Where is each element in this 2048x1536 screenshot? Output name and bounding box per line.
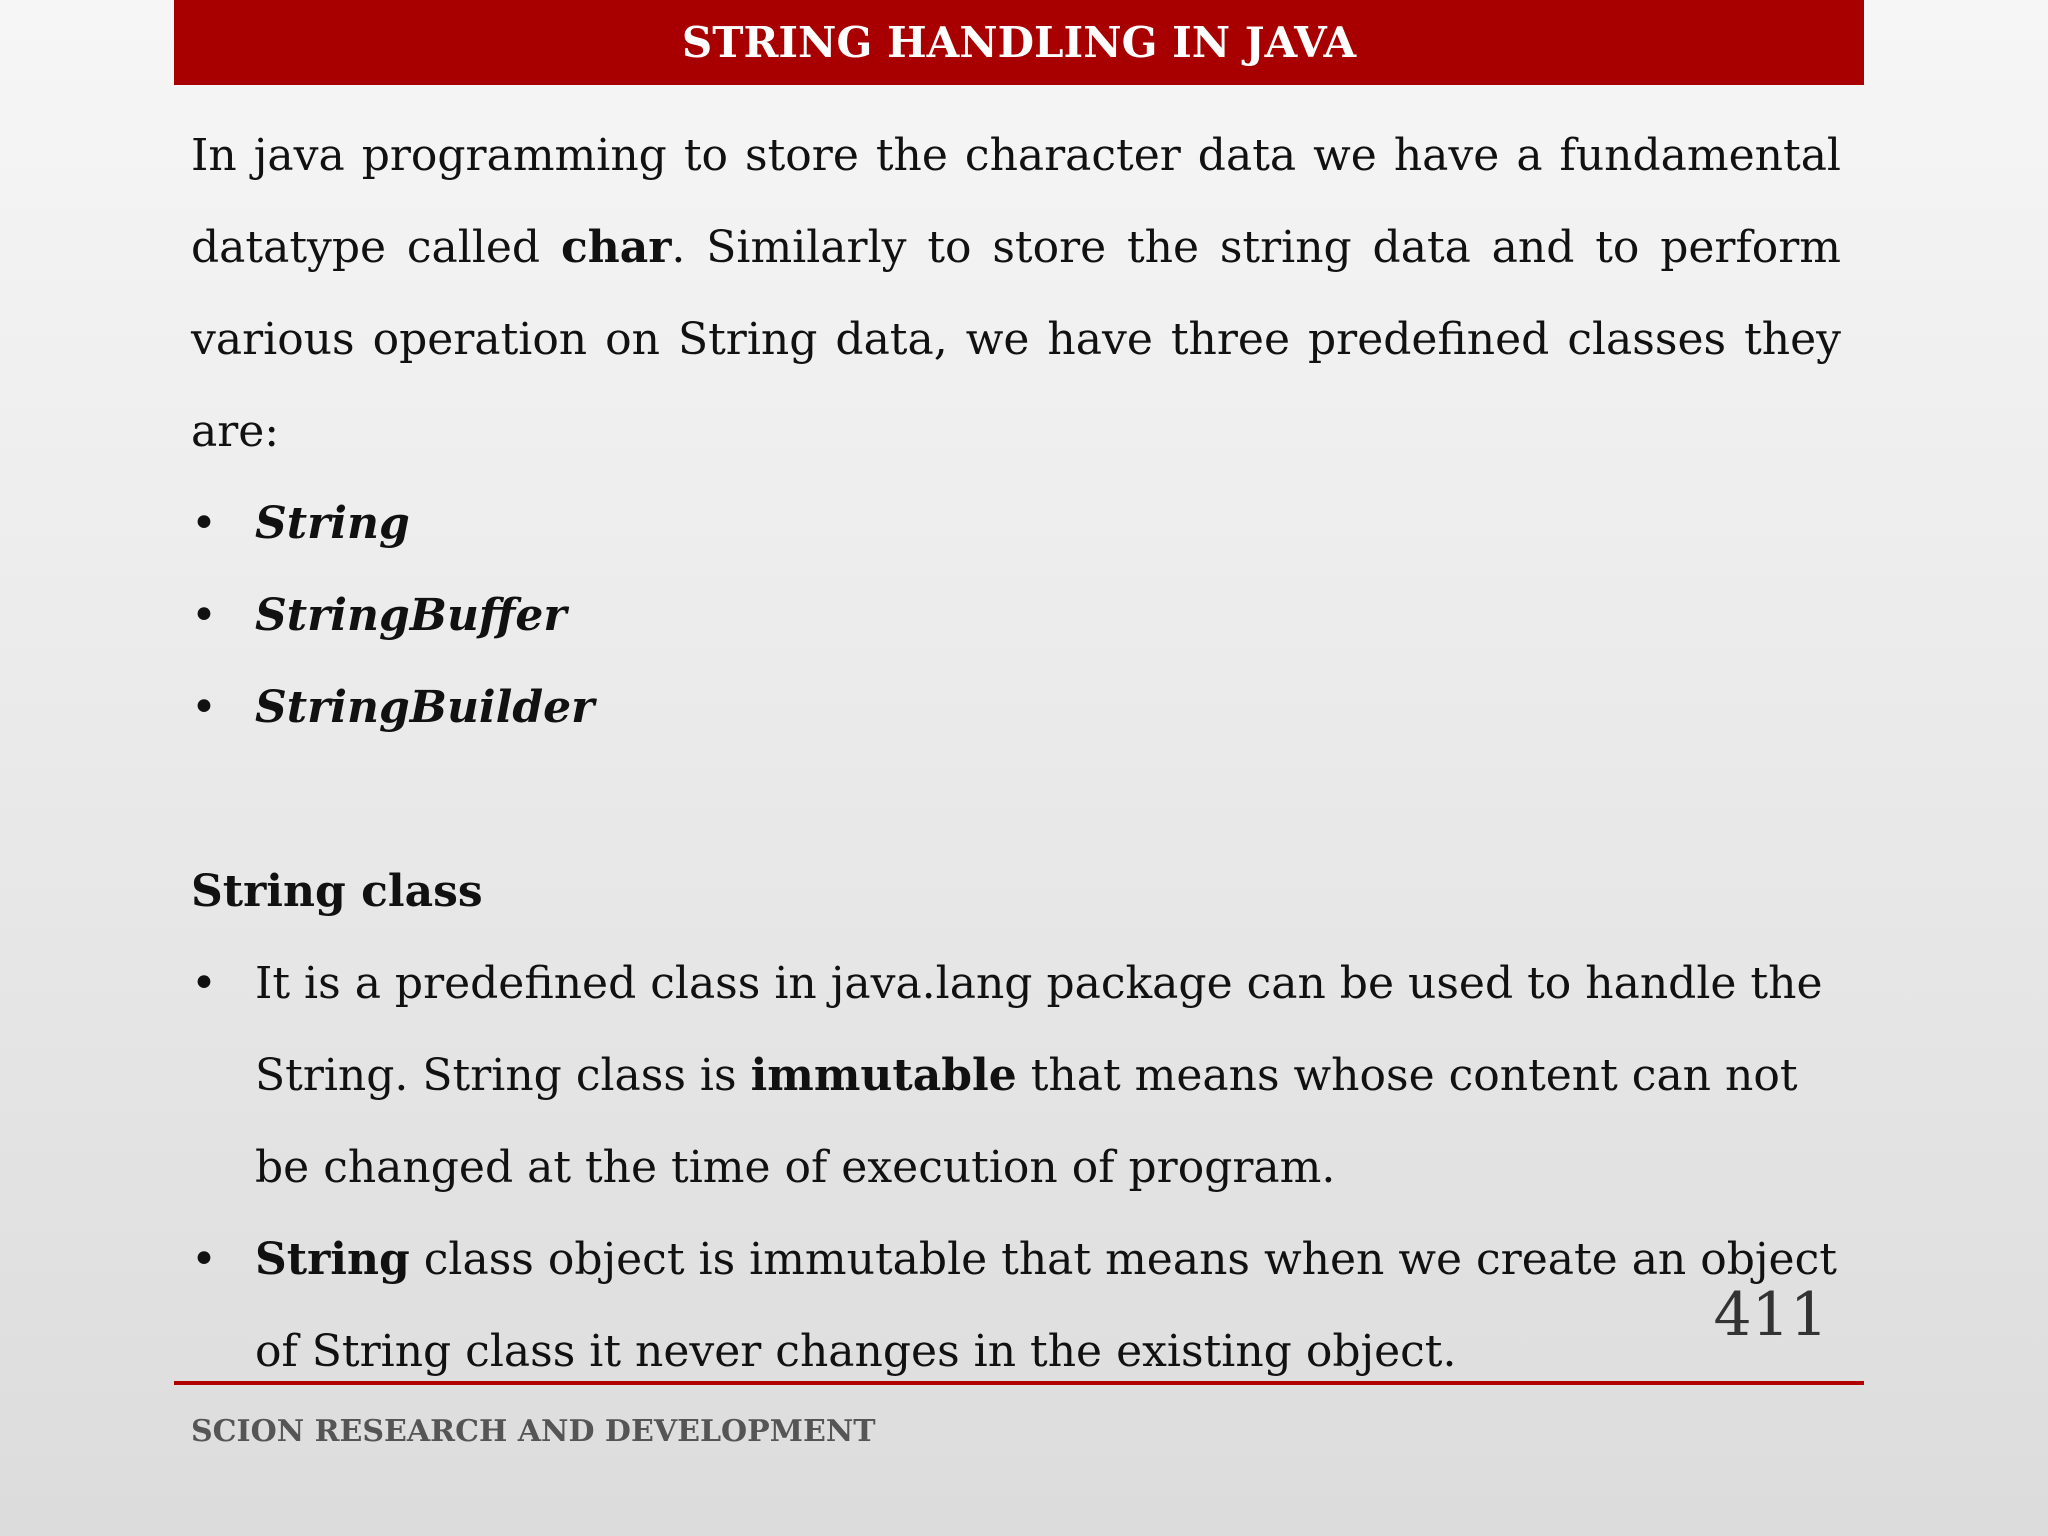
slide-content bbox=[191, 110, 1841, 1398]
intro-text-part2: . Similarly to store the string data and to perform various operation on String data, we have three predefined classes they are: bbox=[191, 222, 1841, 457]
list-item bbox=[191, 938, 1841, 1214]
point-1-text-part2: that means whose content can not be changed at the time of execution of program. bbox=[255, 1050, 1798, 1193]
class-name-stringbuffer: StringBuffer bbox=[255, 590, 567, 641]
list-item bbox=[191, 662, 1841, 754]
class-name-stringbuilder: StringBuilder bbox=[255, 682, 595, 733]
page-number: 411 bbox=[1713, 1280, 1828, 1350]
detail-list bbox=[191, 938, 1841, 1398]
bullet-icon: • bbox=[191, 1234, 217, 1285]
title-bar bbox=[174, 0, 1864, 85]
list-item bbox=[191, 478, 1841, 570]
point-2-text: class object is immutable that means when we create an object of String class it never changes in the existing object. bbox=[255, 1234, 1837, 1377]
footer-organization: SCION RESEARCH AND DEVELOPMENT bbox=[191, 1414, 876, 1449]
point-2-bold-string: String bbox=[255, 1234, 410, 1285]
point-1-text-part1: It is a predefined class in java.lang package can be used to handle the String. String class is bbox=[255, 958, 1823, 1101]
class-list bbox=[191, 478, 1841, 754]
section-heading: String class bbox=[191, 866, 483, 917]
bullet-icon: • bbox=[191, 682, 217, 733]
slide-title: STRING HANDLING IN JAVA bbox=[681, 18, 1357, 67]
list-item bbox=[191, 1214, 1841, 1398]
list-item bbox=[191, 570, 1841, 662]
class-name-string: String bbox=[255, 498, 410, 549]
bullet-icon: • bbox=[191, 498, 217, 549]
intro-paragraph bbox=[191, 110, 1841, 478]
intro-bold-char: char bbox=[560, 222, 672, 273]
bullet-icon: • bbox=[191, 590, 217, 641]
intro-text-part1: In java programming to store the character data we have a fundamental datatype called bbox=[191, 130, 1841, 273]
point-1-bold-immutable: immutable bbox=[750, 1050, 1017, 1101]
bullet-icon: • bbox=[191, 958, 217, 1009]
footer-divider bbox=[174, 1381, 1864, 1385]
